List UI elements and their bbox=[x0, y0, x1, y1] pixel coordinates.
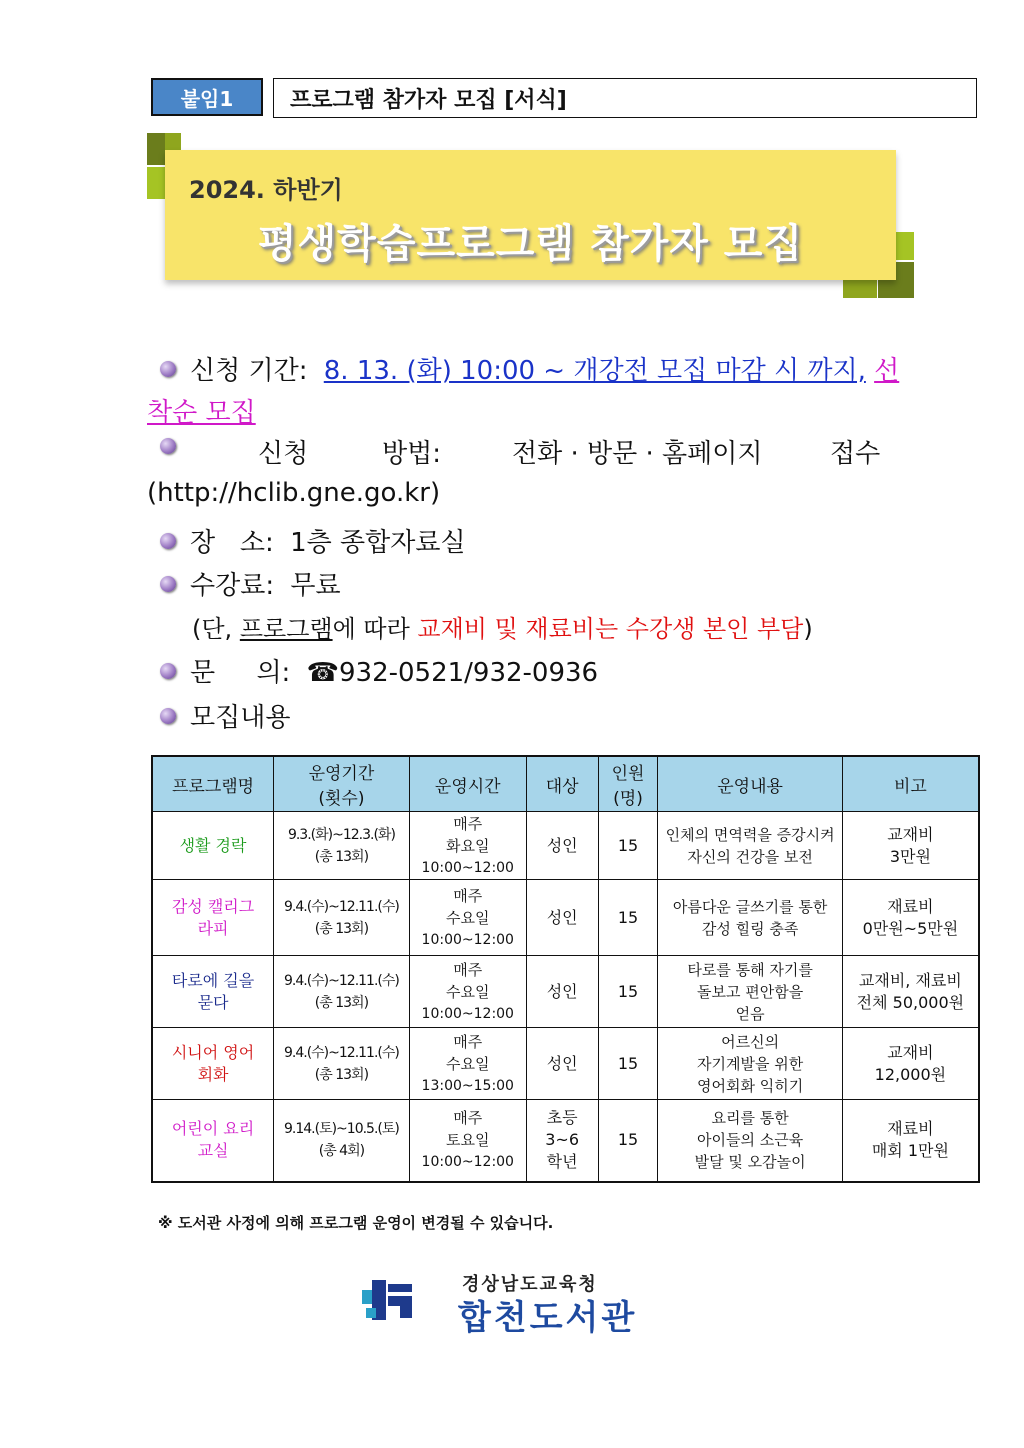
content-text: 요리를 통한 bbox=[711, 1109, 789, 1128]
period-value: 8. 13. (화) 10:00 ~ 개강전 모집 마감 시 까지, bbox=[323, 356, 866, 386]
program-name bbox=[152, 812, 274, 880]
program-target bbox=[526, 956, 598, 1028]
program-name-text: 감성 캘리그라피 bbox=[171, 896, 255, 938]
program-content bbox=[658, 1100, 842, 1182]
program-content bbox=[658, 880, 842, 956]
header-content: 운영내용 bbox=[658, 756, 842, 812]
program-note bbox=[842, 812, 979, 880]
bullet-icon bbox=[160, 361, 176, 377]
deco-square bbox=[165, 133, 181, 151]
time-text: 화요일 bbox=[446, 836, 490, 855]
program-target bbox=[526, 1028, 598, 1100]
time-text: 수요일 bbox=[446, 1054, 490, 1073]
time-text: 토요일 bbox=[446, 1131, 490, 1150]
count-text: (총 13회) bbox=[314, 920, 369, 937]
method-url: (http://hclib.gne.go.kr) bbox=[147, 478, 441, 508]
program-period bbox=[274, 956, 410, 1028]
content-text: 아름다운 글쓰기를 통한 bbox=[672, 897, 828, 916]
content-text: 어르신의 bbox=[721, 1032, 780, 1051]
time-text: 수요일 bbox=[446, 982, 490, 1001]
note-text: 재료비 bbox=[887, 896, 934, 916]
program-target bbox=[526, 880, 598, 956]
bullet-icon bbox=[160, 438, 176, 454]
note-text: 재료비 bbox=[887, 1119, 934, 1139]
program-name-text: 타로에 길을 묻다 bbox=[171, 970, 255, 1012]
program-period bbox=[274, 812, 410, 880]
content-text: 발달 및 오감놀이 bbox=[694, 1153, 806, 1172]
program-content bbox=[658, 812, 842, 880]
program-table bbox=[151, 755, 980, 1183]
banner-subtitle: 2024. 하반기 bbox=[189, 176, 343, 204]
method-label: 신청 bbox=[258, 439, 309, 469]
period-text: 9.3.(화)~12.3.(화) bbox=[287, 826, 395, 843]
note-text: 0만원~5만원 bbox=[862, 918, 959, 938]
period-note-cont: 착순 모집 bbox=[147, 398, 256, 428]
deco-square bbox=[843, 280, 877, 298]
period-text: 9.4.(수)~12.11.(수) bbox=[283, 898, 399, 915]
program-people: 15 bbox=[598, 880, 658, 956]
note-text: 교재비 bbox=[887, 1042, 934, 1062]
count-text: (총 13회) bbox=[314, 848, 369, 865]
table-row bbox=[152, 1100, 979, 1182]
deco-square bbox=[147, 133, 165, 165]
table-header-row bbox=[152, 756, 979, 812]
program-note bbox=[842, 956, 979, 1028]
title-banner bbox=[165, 150, 896, 280]
logo-library: 합천도서관 bbox=[458, 1298, 638, 1338]
note-text: 매회 1만원 bbox=[871, 1141, 949, 1161]
fee-value: 무료 bbox=[290, 571, 341, 601]
period-note: 선 bbox=[874, 356, 900, 386]
header-period: 운영기간 (횟수) bbox=[274, 756, 410, 812]
program-time bbox=[409, 956, 526, 1028]
program-people: 15 bbox=[598, 1028, 658, 1100]
fee-label: 수강료: bbox=[190, 571, 275, 601]
time-text: 매주 bbox=[453, 1109, 483, 1128]
header-people: 인원 (명) bbox=[598, 756, 658, 812]
logo-org: 경상남도교육청 bbox=[462, 1274, 598, 1295]
fee-note-suffix: ) bbox=[803, 615, 813, 643]
time-text: 매주 bbox=[453, 886, 483, 905]
time-text: 10:00~12:00 bbox=[421, 1005, 514, 1022]
period-label: 신청 기간: bbox=[190, 356, 308, 386]
method-line bbox=[160, 433, 881, 469]
program-people: 15 bbox=[598, 1100, 658, 1182]
time-text: 10:00~12:00 bbox=[421, 931, 514, 948]
library-logo-icon bbox=[362, 1278, 418, 1322]
note-text: 교재비 bbox=[887, 824, 934, 844]
program-period bbox=[274, 1028, 410, 1100]
time-text: 매주 bbox=[453, 960, 483, 979]
target-text: 성인 bbox=[546, 1053, 578, 1073]
bullet-icon bbox=[160, 576, 176, 592]
header-name: 프로그램명 bbox=[152, 756, 274, 812]
program-time bbox=[409, 812, 526, 880]
note-text: 전체 50,000원 bbox=[856, 992, 965, 1012]
program-time bbox=[409, 1100, 526, 1182]
content-text: 감성 힐링 충족 bbox=[701, 919, 799, 938]
program-name bbox=[152, 1100, 274, 1182]
program-period bbox=[274, 880, 410, 956]
program-note bbox=[842, 880, 979, 956]
bullet-icon bbox=[160, 533, 176, 549]
program-people: 15 bbox=[598, 956, 658, 1028]
content-text: 아이들의 소근육 bbox=[697, 1131, 804, 1150]
content-text: 영어회화 익히기 bbox=[697, 1076, 804, 1095]
place-line bbox=[160, 522, 466, 559]
program-name bbox=[152, 880, 274, 956]
footer-note: ※ 도서관 사정에 의해 프로그램 운영이 변경될 수 있습니다. bbox=[158, 1214, 554, 1232]
form-title: 프로그램 참가자 모집 [서식] bbox=[273, 78, 977, 118]
header-note: 비고 bbox=[842, 756, 979, 812]
target-text: 초등 3~6 학년 bbox=[545, 1108, 580, 1172]
bullet-icon bbox=[160, 663, 176, 679]
time-text: 10:00~12:00 bbox=[421, 859, 514, 876]
content-text: 얻음 bbox=[735, 1004, 765, 1023]
time-text: 매주 bbox=[453, 814, 483, 833]
note-text: 12,000원 bbox=[874, 1064, 947, 1084]
table-row bbox=[152, 1028, 979, 1100]
target-text: 성인 bbox=[546, 907, 578, 927]
program-name-text: 시니어 영어회화 bbox=[171, 1042, 255, 1084]
fee-note bbox=[192, 609, 813, 644]
content-text: 타로를 통해 자기를 bbox=[687, 960, 813, 979]
deco-square bbox=[147, 167, 165, 199]
count-text: (총 4회) bbox=[318, 1143, 365, 1160]
time-text: 수요일 bbox=[446, 908, 490, 927]
attachment-label: 붙임1 bbox=[151, 78, 263, 116]
method-label-2: 방법: bbox=[382, 439, 441, 469]
program-time bbox=[409, 1028, 526, 1100]
table-row bbox=[152, 880, 979, 956]
period-line bbox=[160, 350, 899, 387]
program-name bbox=[152, 1028, 274, 1100]
period-line-cont bbox=[147, 392, 256, 429]
table-row bbox=[152, 956, 979, 1028]
header-time: 운영시간 bbox=[409, 756, 526, 812]
count-text: (총 13회) bbox=[314, 994, 369, 1011]
program-target bbox=[526, 812, 598, 880]
place-label: 장 소: bbox=[190, 528, 274, 558]
fee-note-mid: 에 따라 bbox=[332, 615, 410, 643]
period-text: 9.4.(수)~12.11.(수) bbox=[283, 1044, 399, 1061]
program-content bbox=[658, 956, 842, 1028]
content-text: 자신의 건강을 보전 bbox=[687, 847, 813, 866]
program-time bbox=[409, 880, 526, 956]
program-name bbox=[152, 956, 274, 1028]
target-text: 성인 bbox=[546, 981, 578, 1001]
method-value-2: 접수 bbox=[830, 439, 881, 469]
place-value: 1층 종합자료실 bbox=[290, 528, 466, 558]
content-label: 모집내용 bbox=[190, 703, 291, 733]
header-target: 대상 bbox=[526, 756, 598, 812]
bullet-icon bbox=[160, 708, 176, 724]
period-text: 9.4.(수)~12.11.(수) bbox=[283, 972, 399, 989]
table-row bbox=[152, 812, 979, 880]
time-text: 13:00~15:00 bbox=[421, 1077, 514, 1094]
method-value: 전화 · 방문 · 홈페이지 bbox=[512, 439, 763, 469]
note-text: 교재비, 재료비 bbox=[858, 970, 962, 990]
program-name-text: 어린이 요리교실 bbox=[171, 1119, 255, 1161]
time-text: 매주 bbox=[453, 1032, 483, 1051]
time-text: 10:00~12:00 bbox=[421, 1154, 514, 1171]
fee-note-prefix: (단, bbox=[192, 615, 233, 643]
deco-square bbox=[896, 232, 914, 260]
program-target bbox=[526, 1100, 598, 1182]
deco-square bbox=[878, 280, 896, 298]
program-name-text: 생활 경락 bbox=[179, 835, 247, 855]
deco-square bbox=[896, 262, 914, 298]
contact-label: 문 의: bbox=[190, 658, 291, 688]
program-note bbox=[842, 1028, 979, 1100]
period-text: 9.14.(토)~10.5.(토) bbox=[283, 1121, 399, 1138]
note-text: 3만원 bbox=[889, 846, 931, 866]
content-line bbox=[160, 697, 290, 734]
contact-value: ☎932-0521/932-0936 bbox=[306, 658, 599, 688]
fee-note-program: 프로그램 bbox=[239, 615, 333, 643]
fee-note-red: 교재비 및 재료비는 수강생 본인 부담 bbox=[417, 615, 804, 643]
count-text: (총 13회) bbox=[314, 1066, 369, 1083]
content-text: 돌보고 편안함을 bbox=[697, 982, 804, 1001]
program-content bbox=[658, 1028, 842, 1100]
target-text: 성인 bbox=[546, 835, 578, 855]
fee-line bbox=[160, 565, 341, 602]
banner-title: 평생학습프로그램 참가자 모집 bbox=[257, 221, 804, 267]
program-note bbox=[842, 1100, 979, 1182]
content-text: 자기계발을 위한 bbox=[697, 1054, 804, 1073]
program-people: 15 bbox=[598, 812, 658, 880]
program-period bbox=[274, 1100, 410, 1182]
content-text: 인체의 면역력을 증강시켜 bbox=[665, 825, 835, 844]
contact-line bbox=[160, 652, 598, 689]
